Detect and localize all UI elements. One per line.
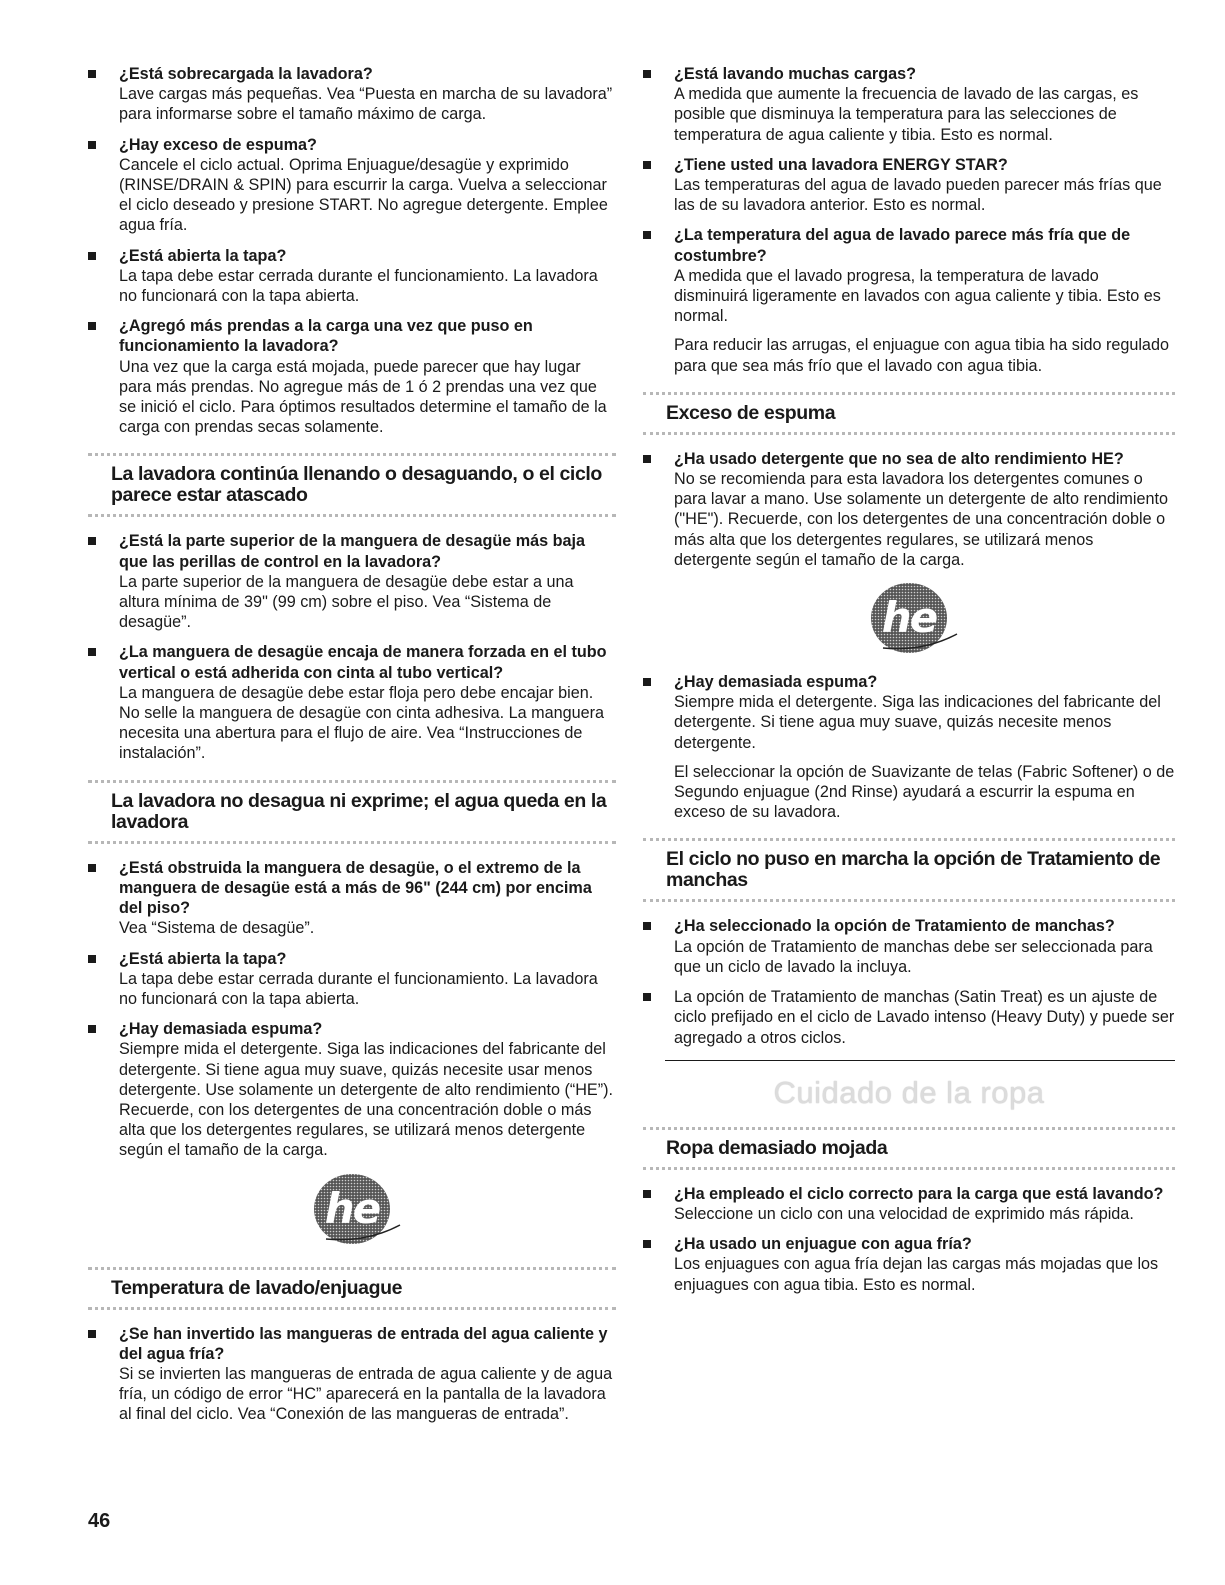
answer: Siempre mida el detergente. Siga las indicaciones del fabricante del detergente. Si tiene agua muy suave, quizás necesite usar menos detergente. Use solamente un detergente de alto rendimiento (“HE”). Recuerde, con los detergentes de una concentración doble o más alta que los detergentes regulares, se utilizará menos detergente según el tamaño de la carga. <box>119 1040 613 1160</box>
bullet-icon <box>643 455 651 463</box>
list-item <box>88 135 616 236</box>
right-column <box>643 64 1175 1305</box>
list-item <box>88 858 616 939</box>
answer: La parte superior de la manguera de desagüe debe estar a una altura mínima de 39" (99 cm) sobre el piso. Vea “Sistema de desagüe”. <box>119 572 574 632</box>
answer: Una vez que la carga está mojada, puede parecer que hay lugar para más prendas. No agregue más de 1 ó 2 prendas una vez que se inició el ciclo. Para óptimos resultados determine el tamaño de la carga con prendas secas solamente. <box>119 357 607 437</box>
list-item <box>88 316 616 437</box>
question: ¿Ha empleado el ciclo correcto para la carga que está lavando? <box>674 1184 1164 1203</box>
bullet-icon <box>643 161 651 169</box>
section-heading: El ciclo no puso en marcha la opción de Tratamiento de manchas <box>643 838 1175 902</box>
svg-text:he: he <box>881 593 937 643</box>
list-item <box>643 449 1175 570</box>
question: ¿Ha seleccionado la opción de Tratamiento de manchas? <box>674 917 1115 936</box>
answer: La tapa debe estar cerrada durante el funcionamiento. La lavadora no funcionará con la tapa abierta. <box>119 266 598 306</box>
question: ¿Tiene usted una lavadora ENERGY STAR? <box>674 155 1008 174</box>
list-item <box>88 246 616 307</box>
answer: La manguera de desagüe debe estar floja pero debe encajar bien. No selle la manguera de desagüe con cinta adhesiva. La manguera necesita una abertura para el flujo de aire. Vea “Instrucciones de instalación”. <box>119 683 605 763</box>
left-column <box>88 64 616 1435</box>
answer: Las temperaturas del agua de lavado pueden parecer más frías que las de su lavadora anterior. Esto es normal. <box>674 176 1162 215</box>
list-item <box>88 1019 616 1160</box>
section-heading: Exceso de espuma <box>643 392 1175 435</box>
bullet-icon <box>88 864 96 872</box>
answer: Siempre mida el detergente. Siga las indicaciones del fabricante del detergente. Si tiene agua muy suave, quizás necesite menos detergente. <box>674 693 1161 752</box>
section-heading: Ropa demasiado mojada <box>643 1127 1175 1170</box>
page-number: 46 <box>88 1510 111 1532</box>
question: ¿Está abierta la tapa? <box>119 949 287 968</box>
answer: Vea “Sistema de desagüe”. <box>119 919 315 938</box>
answer: Los enjuagues con agua fría dejan las cargas más mojadas que los enjuagues con agua tibia. Esto es normal. <box>674 1255 1159 1294</box>
question: ¿Agregó más prendas a la carga una vez que puso en funcionamiento la lavadora? <box>119 317 533 356</box>
bullet-icon <box>88 1025 96 1033</box>
list-item <box>643 672 1175 822</box>
bullet-icon <box>643 1190 651 1198</box>
bullet-icon <box>643 231 651 239</box>
list-item <box>88 64 616 125</box>
section-heading: La lavadora continúa llenando o desaguando, o el ciclo parece estar atascado <box>88 453 616 517</box>
bullet-icon <box>643 70 651 78</box>
question: ¿Ha usado un enjuague con agua fría? <box>674 1235 972 1254</box>
section-heading: Temperatura de lavado/enjuague <box>88 1267 616 1310</box>
answer: Si se invierten las mangueras de entrada de agua caliente y de agua fría, un código de error “HC” aparecerá en la pantalla de la lavadora al final del ciclo. Vea “Conexión de las mangueras de entrada”. <box>119 1364 613 1424</box>
troubleshoot-list <box>88 64 616 437</box>
answer: La opción de Tratamiento de manchas (Satin Treat) es un ajuste de ciclo prefijado en el ciclo de Lavado intenso (Heavy Duty) y puede ser agregado a otros ciclos. <box>674 988 1175 1047</box>
list-item <box>643 987 1175 1048</box>
answer: La tapa debe estar cerrada durante el funcionamiento. La lavadora no funcionará con la tapa abierta. <box>119 969 598 1008</box>
svg-text:he: he <box>324 1183 380 1233</box>
bullet-icon <box>643 678 651 686</box>
list-item <box>88 531 616 632</box>
question: ¿Se han invertido las mangueras de entrada del agua caliente y del agua fría? <box>119 1324 608 1363</box>
bullet-icon <box>88 1330 96 1338</box>
list-item <box>643 225 1175 375</box>
list-item <box>88 949 616 1010</box>
answer: A medida que el lavado progresa, la temperatura de lavado disminuirá ligeramente en lavados con agua caliente y tibia. Esto es normal. <box>674 266 1161 326</box>
answer: A medida que aumente la frecuencia de lavado de las cargas, es posible que disminuya la temperatura para las selecciones de temperatura de agua caliente y tibia. Esto es normal. <box>674 85 1139 144</box>
section-heading: La lavadora no desagua ni exprime; el agua queda en la lavadora <box>88 780 616 844</box>
chapter-title: Cuidado de la ropa <box>773 1074 1045 1110</box>
answer-note: Para reducir las arrugas, el enjuague con agua tibia ha sido regulado para que sea más frío que el lavado con agua tibia. <box>674 336 1169 375</box>
answer-note: El seleccionar la opción de Suavizante de telas (Fabric Softener) o de Segundo enjuague (2nd Rinse) ayudará a escurrir la espuma en exceso de su lavadora. <box>674 762 1175 822</box>
question: ¿Está la parte superior de la manguera de desagüe más baja que las perillas de control en la lavadora? <box>119 532 586 571</box>
question: ¿Está obstruida la manguera de desagüe, o el extremo de la manguera de desagüe está a más de 96" (244 cm) por encima del piso? <box>119 858 592 918</box>
answer: La opción de Tratamiento de manchas debe ser seleccionada para que un ciclo de lavado la incluya. <box>674 937 1153 976</box>
question: ¿La temperatura del agua de lavado parece más fría que de costumbre? <box>674 226 1131 265</box>
list-item <box>88 642 616 763</box>
list-item <box>643 155 1175 216</box>
bullet-icon <box>88 955 96 963</box>
answer: Cancele el ciclo actual. Oprima Enjuague/desagüe y exprimido (RINSE/DRAIN & SPIN) para escurrir la carga. Vuelva a seleccionar el ciclo deseado y presione START. No agregue detergente. Emplee agua fría. <box>119 155 608 235</box>
bullet-icon <box>643 1240 651 1248</box>
question: ¿Está lavando muchas cargas? <box>674 65 917 83</box>
bullet-icon <box>88 141 96 149</box>
question: ¿La manguera de desagüe encaja de manera forzada en el tubo vertical o está adherida con cinta al tubo vertical? <box>119 643 607 682</box>
he-logo-icon <box>643 582 1175 660</box>
list-item <box>88 1324 616 1425</box>
bullet-icon <box>88 322 96 330</box>
list-item <box>643 1234 1175 1295</box>
question: ¿Hay exceso de espuma? <box>119 135 317 154</box>
bullet-icon <box>88 648 96 656</box>
list-item <box>643 916 1175 977</box>
answer: No se recomienda para esta lavadora los detergentes comunes o para lavar a mano. Use solamente un detergente de alto rendimiento ("HE"). Recuerde, con los detergentes de una concentración doble o más alta que los detergentes regulares, se utilizará menos detergente según el tamaño de la carga. <box>674 470 1169 569</box>
he-logo-icon <box>88 1173 616 1251</box>
bullet-icon <box>643 922 651 930</box>
bullet-icon <box>88 70 96 78</box>
bullet-icon <box>88 252 96 260</box>
question: ¿Está abierta la tapa? <box>119 246 287 265</box>
question: ¿Está sobrecargada la lavadora? <box>119 65 373 83</box>
list-item <box>643 1184 1175 1224</box>
question: ¿Hay demasiada espuma? <box>674 673 878 692</box>
bullet-icon <box>643 993 651 1001</box>
list-item <box>643 64 1175 145</box>
bullet-icon <box>88 537 96 545</box>
answer: Lave cargas más pequeñas. Vea “Puesta en marcha de su lavadora” para informarse sobre el tamaño máximo de carga. <box>119 85 613 124</box>
question: ¿Hay demasiada espuma? <box>119 1020 323 1039</box>
divider <box>665 1060 1175 1061</box>
question: ¿Ha usado detergente que no sea de alto rendimiento HE? <box>674 449 1124 468</box>
answer: Seleccione un ciclo con una velocidad de exprimido más rápida. <box>674 1204 1134 1223</box>
